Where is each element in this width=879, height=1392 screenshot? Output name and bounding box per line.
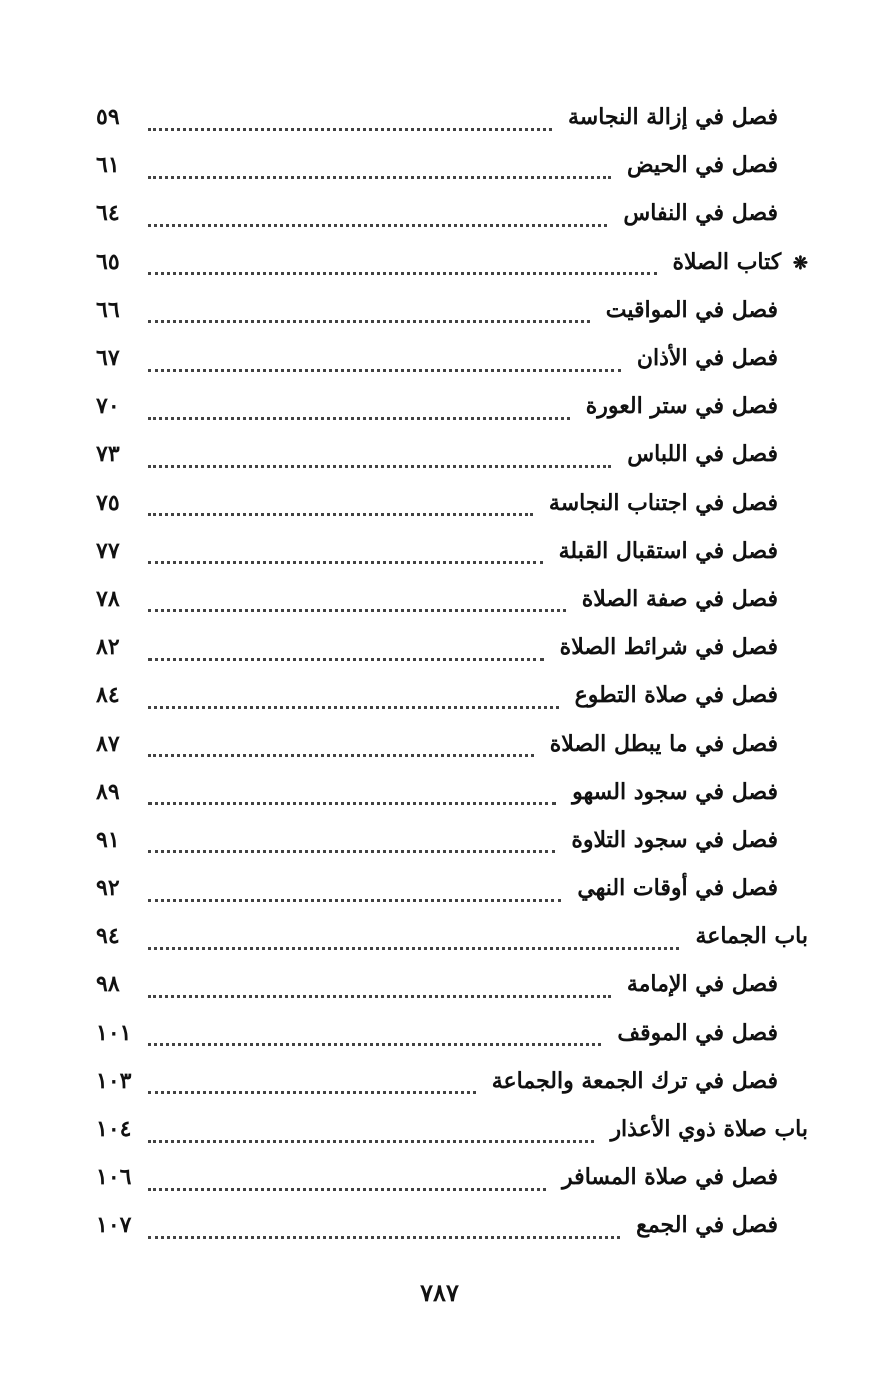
toc-entry [96,768,808,816]
toc-entry-title-text: فصل في شرائط الصلاة [559,634,778,661]
toc-entry [96,1153,808,1201]
toc-entry-title [572,586,778,612]
toc-entry-title [617,971,778,997]
toc-entry-title-text: فصل في صلاة التطوع [574,682,778,709]
toc-entry-title-text: فصل في إزالة النجاسة [567,104,778,131]
dot-leader [148,826,555,853]
toc-entry-page: ١٠٣ [96,1067,132,1094]
dot-leader [148,634,544,661]
dot-leader [148,393,570,420]
toc-entry [96,1105,808,1153]
dot-leader [148,489,533,516]
toc-entry-title-text: فصل في أوقات النهي [577,875,778,902]
toc-entry-title [596,297,778,323]
toc-entry-title-text: باب صلاة ذوي الأعذار [610,1116,808,1143]
dot-leader [148,296,590,323]
toc-entry-page: ٦٦ [96,296,120,323]
table-of-contents [96,93,808,1250]
toc-entry-title [482,1068,778,1094]
toc-entry-title [552,1164,778,1190]
toc-entry-page: ٩١ [96,826,120,853]
toc-entry-title [663,249,809,275]
toc-entry-page: ١٠٧ [96,1212,132,1239]
toc-entry-title-text: فصل في استقبال القبلة [558,537,778,564]
toc-entry-title-text: فصل في صفة الصلاة [581,585,778,612]
toc-entry [96,1201,808,1249]
dot-leader [148,778,556,805]
toc-entry-title-text: باب الجماعة [695,923,808,950]
toc-entry [96,334,808,382]
toc-entry-title [576,393,778,419]
dot-leader [148,923,679,950]
toc-entry-title [558,104,778,130]
toc-entry [96,671,808,719]
toc-entry-page: ٧٠ [96,393,120,420]
toc-entry-title [613,200,778,226]
toc-entry [96,430,808,478]
toc-entry-page: ١٠٦ [96,1164,132,1191]
toc-entry-page: ٩٤ [96,923,120,950]
toc-entry-page: ١٠٤ [96,1116,132,1143]
star-marker-icon: ❋ [792,252,808,274]
toc-entry-title [565,682,778,708]
dot-leader [148,875,561,902]
toc-entry [96,382,808,430]
toc-entry-title [567,875,778,901]
toc-entry [96,1057,808,1105]
toc-entry-title-text: فصل في سجود السهو [572,778,778,805]
toc-entry-title-text: فصل في الحيض [626,152,778,179]
toc-entry-title [562,779,778,805]
toc-entry-page: ٦١ [96,152,120,179]
toc-entry-title-text: فصل في ستر العورة [585,393,778,420]
toc-entry-title-text: فصل في سجود التلاوة [571,826,778,853]
dot-leader [148,730,534,757]
toc-entry-page: ٦٤ [96,200,120,227]
dot-leader [148,585,566,612]
dot-leader [148,1019,601,1046]
toc-entry-title-text: فصل في اللباس [627,441,778,468]
toc-entry [96,575,808,623]
dot-leader [148,200,607,227]
toc-entry-title-text: فصل في النفاس [623,200,778,227]
toc-entry-page: ٧٥ [96,489,120,516]
toc-entry [96,1009,808,1057]
toc-entry-title-text: فصل في ما يبطل الصلاة [549,730,778,757]
toc-entry-title [539,490,778,516]
dot-leader [148,104,552,131]
toc-entry [96,141,808,189]
toc-entry [96,93,808,141]
toc-entry [96,527,808,575]
toc-entry-title [561,827,778,853]
toc-entry-title-text: فصل في صلاة المسافر [562,1164,778,1191]
toc-entry-page: ٧٧ [96,537,120,564]
toc-entry-page: ٦٥ [96,248,120,275]
dot-leader [148,971,611,998]
dot-leader [148,152,611,179]
toc-entry-title [685,923,808,949]
toc-entry-title [549,538,778,564]
dot-leader [148,248,657,275]
toc-entry-title-text: كتاب الصلاة [672,248,782,275]
toc-entry-page: ٦٧ [96,345,120,372]
toc-entry-title [626,1212,778,1238]
toc-entry-title-text: فصل في الأذان [636,345,778,372]
toc-entry-title [617,441,778,467]
toc-entry-page: ٨٤ [96,682,120,709]
toc-entry-page: ٧٨ [96,585,120,612]
toc-entry-title [550,634,778,660]
toc-entry-page: ٥٩ [96,104,120,131]
dot-leader [148,1164,546,1191]
toc-entry [96,189,808,237]
toc-entry-page: ٨٢ [96,634,120,661]
toc-entry-page: ١٠١ [96,1019,132,1046]
toc-entry [96,286,808,334]
page-number: ٧٨٧ [420,1278,459,1307]
toc-entry [96,623,808,671]
toc-entry-page: ٩٨ [96,971,120,998]
dot-leader [148,345,621,372]
toc-entry-title-text: فصل في المواقيت [605,296,778,323]
toc-entry-title [540,731,778,757]
toc-entry-title-text: فصل في الإمامة [626,971,778,998]
dot-leader [148,682,559,709]
toc-entry-title-text: فصل في ترك الجمعة والجماعة [491,1067,778,1094]
dot-leader [148,537,543,564]
toc-entry-title-text: فصل في اجتناب النجاسة [548,489,778,516]
toc-entry-title [627,345,778,371]
toc-entry [96,479,808,527]
toc-entry [96,912,808,960]
toc-entry [96,864,808,912]
dot-leader [148,1067,476,1094]
dot-leader [148,441,611,468]
toc-entry-title [617,152,778,178]
toc-entry-page: ٨٧ [96,730,120,757]
dot-leader [148,1212,620,1239]
toc-entry [96,719,808,767]
toc-entry [96,238,808,286]
toc-entry-page: ٧٣ [96,441,120,468]
toc-entry-title-text: فصل في الموقف [617,1019,778,1046]
toc-entry [96,960,808,1008]
toc-entry-page: ٩٢ [96,875,120,902]
toc-entry [96,816,808,864]
toc-entry-title [600,1116,808,1142]
toc-entry-title-text: فصل في الجمع [636,1212,778,1239]
toc-entry-title [607,1020,778,1046]
toc-entry-page: ٨٩ [96,778,120,805]
dot-leader [148,1116,594,1143]
